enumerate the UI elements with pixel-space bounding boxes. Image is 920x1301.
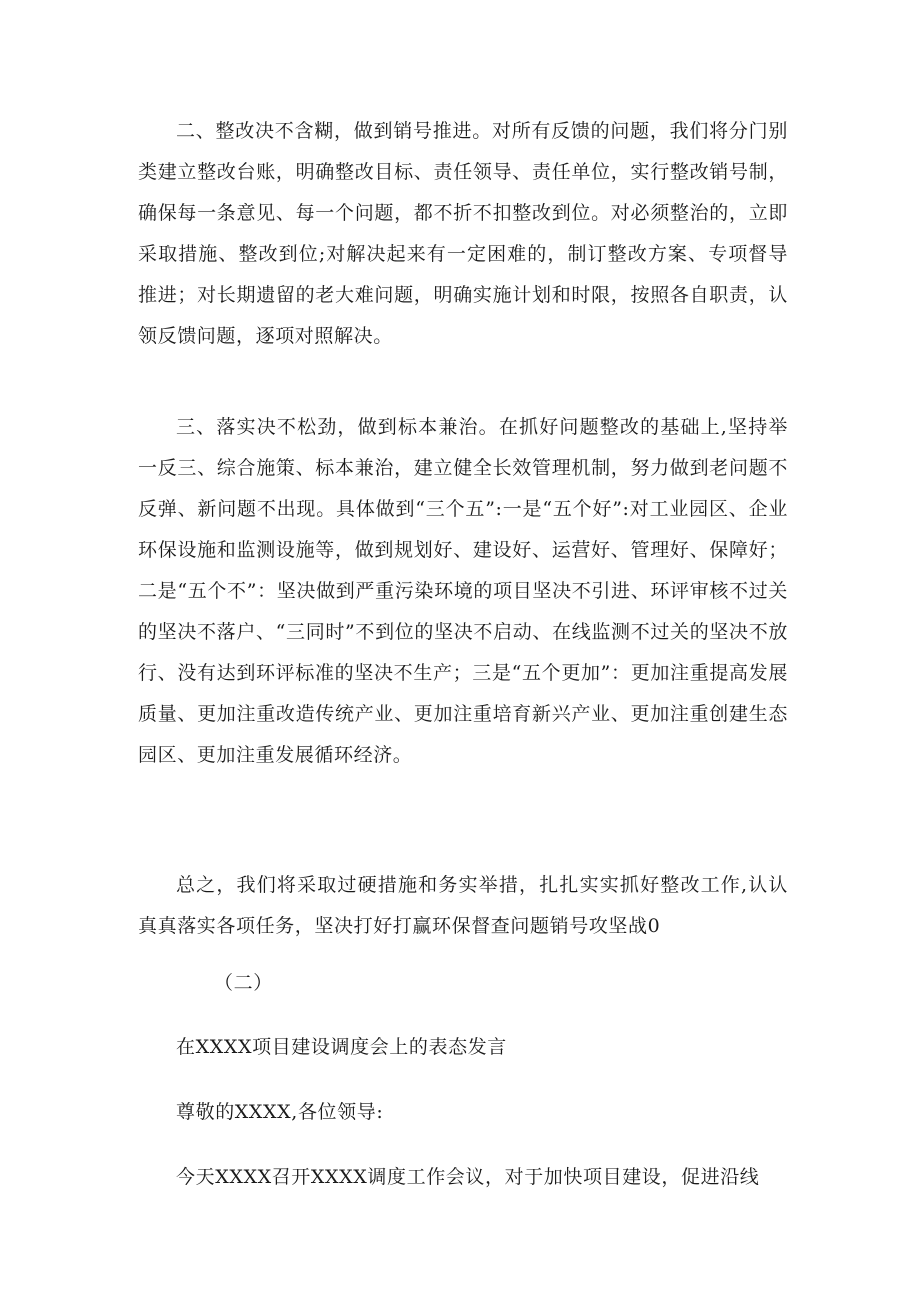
paragraph-conclusion: 总之，我们将采取过硬措施和务实举措，扎扎实实抓好整改工作,认认真真落实各项任务，坚决打好打赢环保督查问题销号攻坚战0	[138, 874, 788, 937]
opening-line: 今天XXXX召开XXXX调度工作会议，对于加快项目建设，促进沿线	[176, 1166, 760, 1188]
section-number: （二）	[214, 972, 273, 994]
speech-title: 在XXXX项目建设调度会上的表态发言	[176, 1036, 507, 1058]
paragraph-implementation: 三、落实决不松劲，做到标本兼治。在抓好问题整改的基础上,坚持举一反三、综合施策、标本兼治，建立健全长效管理机制，努力做到老问题不反弹、新问题不出现。具体做到“三个五”:一是“五个好”:对工业园区、企业环保设施和监测设施等，做到规划好、建设好、运营好、管理好、保障好；二是“五个不”：坚决做到严重污染环境的项目坚决不引进、环评审核不过关的坚决不落户、“三同时”不到位的坚决不启动、在线监测不过关的坚决不放行、没有达到环评标准的坚决不生产；三是“五个更加”：更加注重提高发展质量、更加注重改造传统产业、更加注重培育新兴产业、更加注重创建生态园区、更加注重发展循环经济。	[138, 416, 788, 766]
salutation: 尊敬的XXXX,各位领导:	[176, 1101, 384, 1123]
paragraph-rectification: 二、整改决不含糊，做到销号推进。对所有反馈的问题，我们将分门别类建立整改台账，明确整改目标、责任领导、责任单位，实行整改销号制，确保每一条意见、每一个问题，都不折不扣整改到位。对必须整治的，立即采取措施、整改到位;对解决起来有一定困难的，制订整改方案、专项督导推进；对长期遗留的老大难问题，明确实施计划和时限，按照各自职责，认领反馈问题，逐项对照解决。	[138, 120, 788, 347]
